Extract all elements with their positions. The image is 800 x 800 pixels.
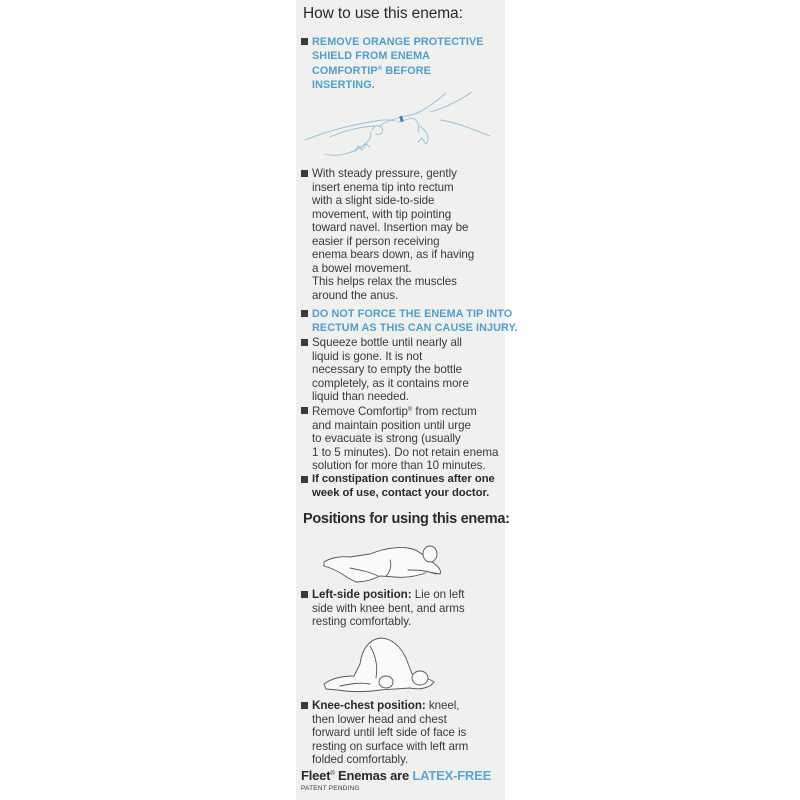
bullet-square-icon bbox=[301, 310, 308, 317]
positions-heading: Positions for using this enema: bbox=[303, 511, 510, 527]
left-side-position-illustration bbox=[320, 540, 450, 590]
page-title: How to use this enema: bbox=[303, 5, 463, 22]
step-remove-comfortip: Remove Comfortip® from rectum and maintain position until urge to evacuate is strong (usually 1 to 5 minutes). Do not retain enema solution for more than 10 minutes. bbox=[301, 404, 506, 473]
position-knee-chest: Knee-chest position: kneel, then lower head and chest forward until left side of face is resting on surface with left arm folded comfortably. bbox=[301, 699, 506, 767]
step-insert-tip: With steady pressure, gently insert enema tip into rectum with a slight side-to-side movement, with tip pointing toward navel. Insertion may be easier if person receiving enema bears down, as if having a bowel movement. This helps relax the muscles around the anus. bbox=[301, 167, 506, 302]
step-squeeze-bottle: Squeeze bottle until nearly all liquid is gone. It is not necessary to empty the bottle completely, as it contains more liquid than needed. bbox=[301, 336, 506, 404]
bullet-square-icon bbox=[301, 170, 308, 177]
bullet-square-icon bbox=[301, 407, 308, 414]
bullet-square-icon bbox=[301, 476, 308, 483]
bullet-square-icon bbox=[301, 702, 308, 709]
latex-free-statement: Fleet® Enemas are LATEX-FREE bbox=[301, 768, 492, 783]
bullet-square-icon bbox=[301, 339, 308, 346]
step-do-not-force-warning: DO NOT FORCE THE ENEMA TIP INTO RECTUM AS THIS CAN CAUSE INJURY. bbox=[301, 308, 506, 335]
step-constipation-warning: If constipation continues after one week of use, contact your doctor. bbox=[301, 473, 506, 500]
brand-name: Fleet bbox=[301, 768, 331, 783]
knee-chest-position-illustration bbox=[320, 634, 440, 696]
latex-free-label: LATEX-FREE bbox=[412, 768, 492, 783]
position-left-side: Left-side position: Lie on left side with knee bent, and arms resting comfortably. bbox=[301, 588, 506, 629]
hands-removing-shield-illustration bbox=[300, 92, 500, 162]
step-remove-shield: REMOVE ORANGE PROTECTIVE SHIELD FROM ENEMA COMFORTIP® BEFORE INSERTING. bbox=[301, 36, 506, 92]
bullet-square-icon bbox=[301, 591, 308, 598]
bullet-square-icon bbox=[301, 38, 308, 45]
patent-pending-label: PATENT PENDING bbox=[301, 785, 360, 792]
